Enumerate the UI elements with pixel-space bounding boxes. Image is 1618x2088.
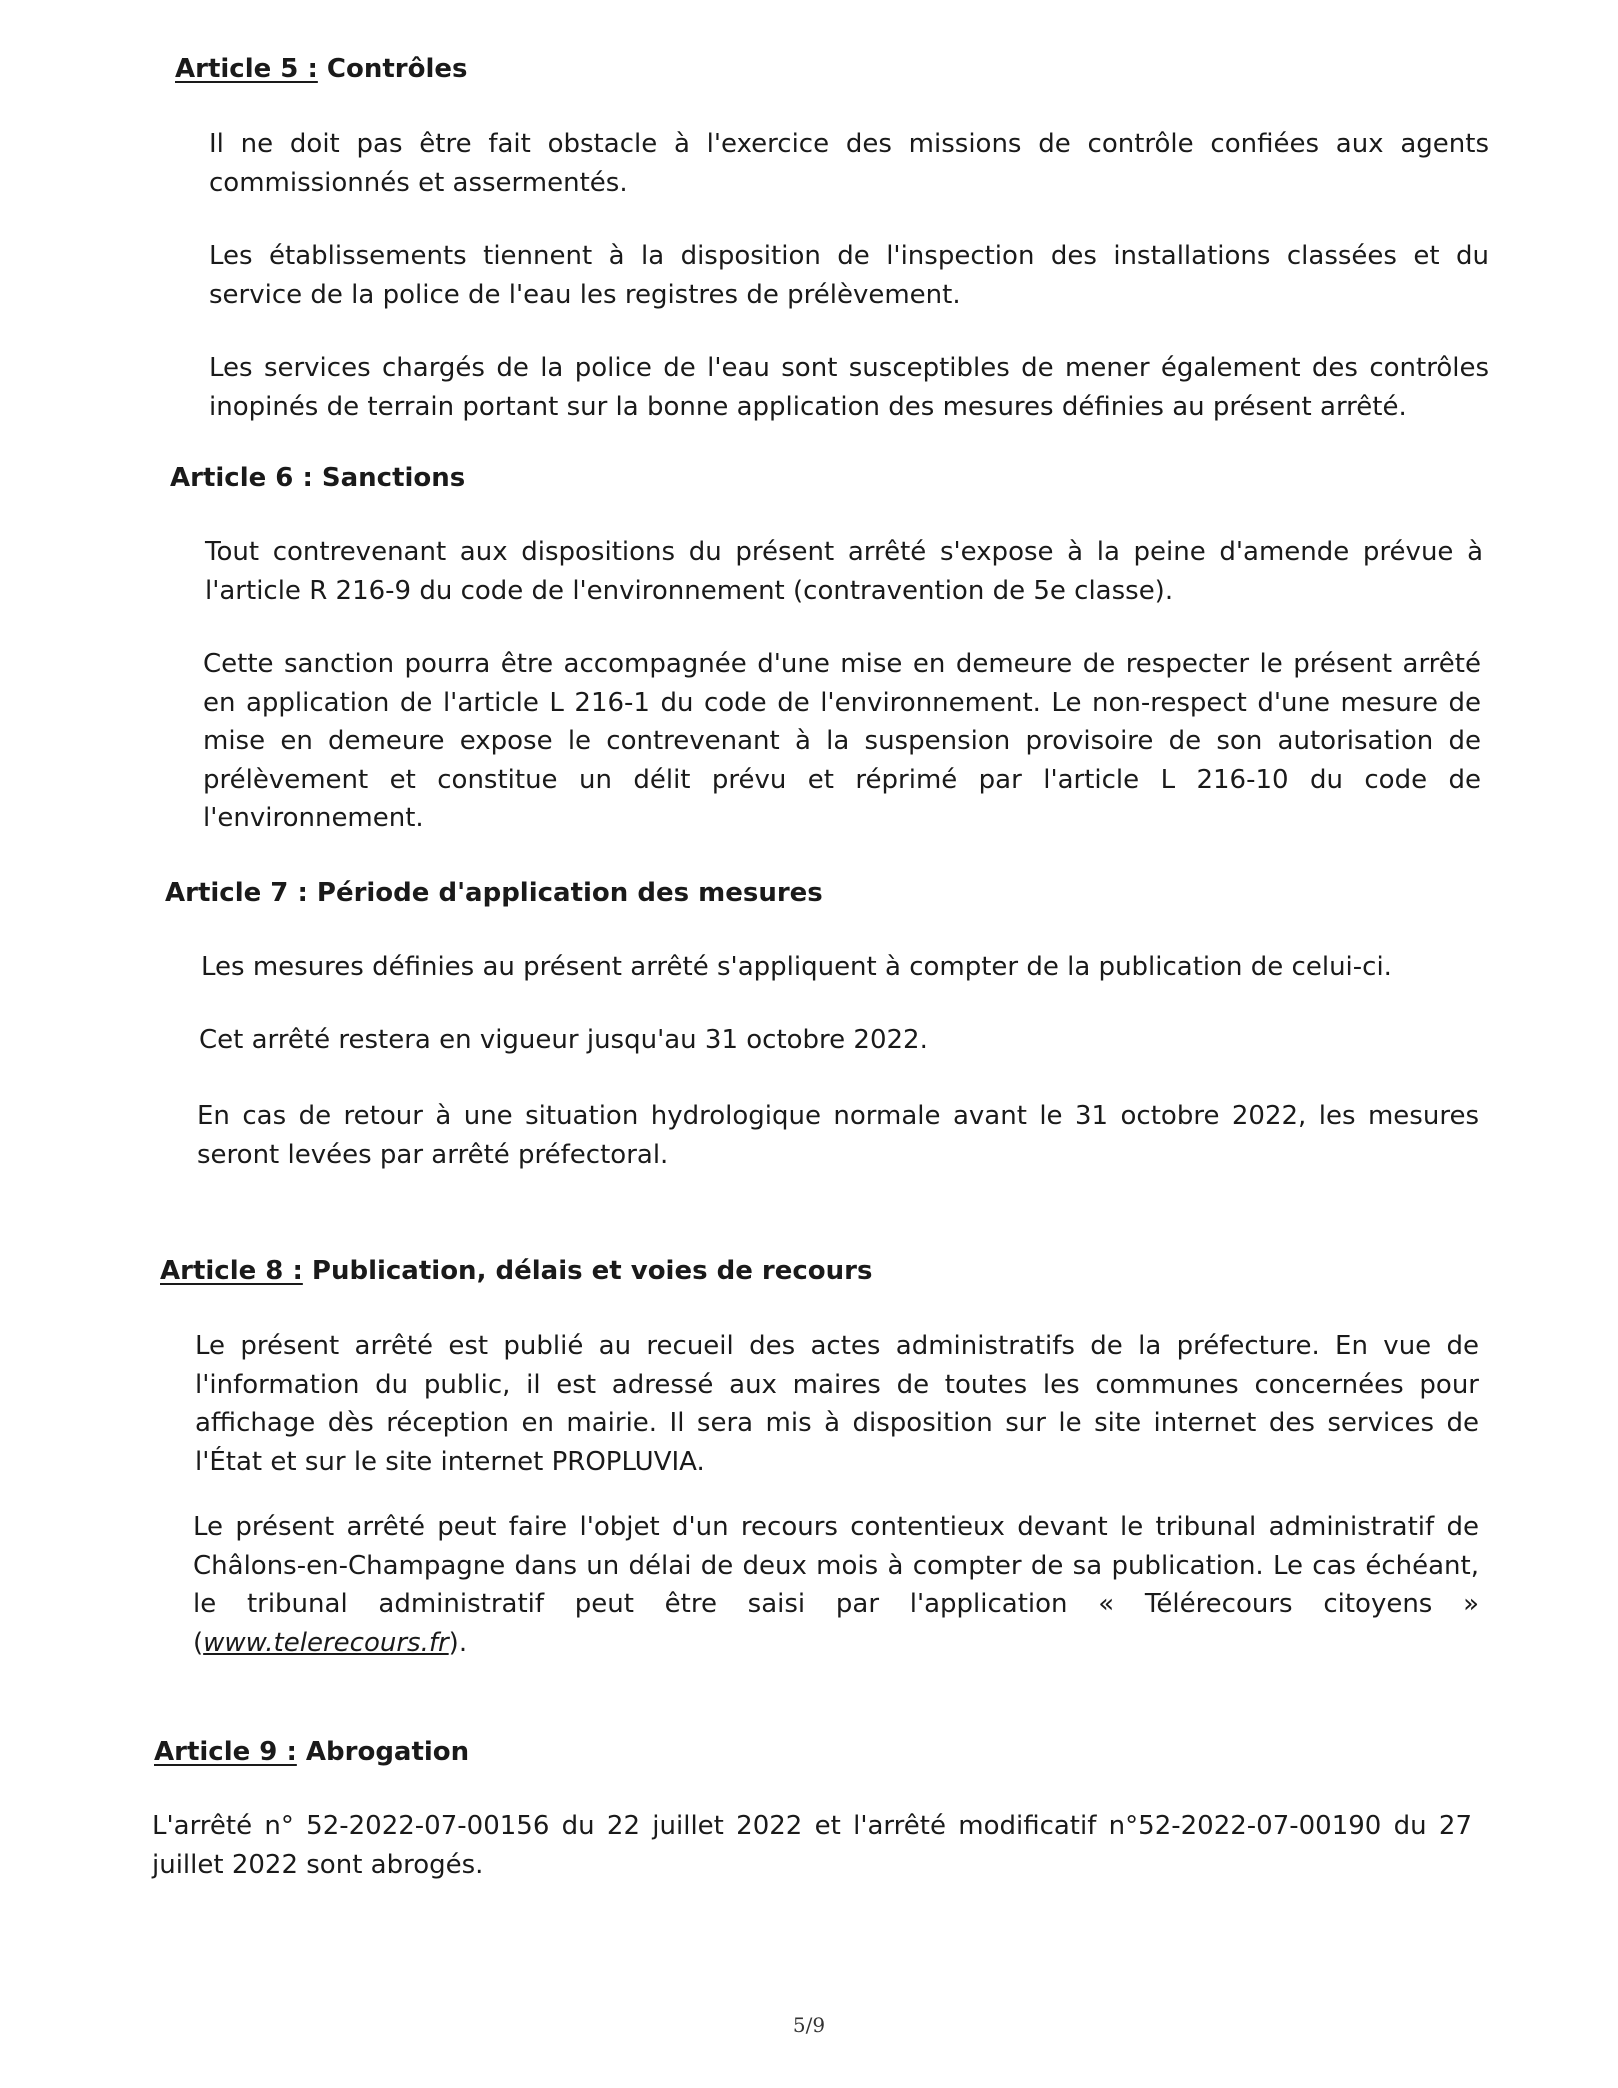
- page-number: 5/9: [792, 2013, 826, 2037]
- article-5-paragraph-2: Les établissements tiennent à la disposition de l'inspection des installations classées et du service de la police de l'eau les registres de prélèvement.: [209, 241, 1489, 310]
- article-6-paragraph-2: Cette sanction pourra être accompagnée d'une mise en demeure de respecter le présent arrêté en application de l'article L 216-1 du code de l'environnement. Le non-respect d'une mesure de mise en demeure expose le contrevenant à la suspension provisoire de son autorisation de prélèvement et constitue un délit prévu et réprimé par l'article L 216-10 du code de l'environnement.: [203, 649, 1481, 833]
- telerecours-link[interactable]: www.telerecours.fr: [203, 1627, 449, 1658]
- article-8-paragraph-2-text: Le présent arrêté peut faire l'objet d'un recours contentieux devant le tribunal administratif de Châlons-en-Champagne dans un délai de deux mois à compter de sa publication. Le cas échéant, le tribunal administratif peut être saisi par l'application « Télérecours citoyens » (: [193, 1512, 1479, 1658]
- article-6-paragraph-1: Tout contrevenant aux dispositions du présent arrêté s'expose à la peine d'amende prévue à l'article R 216-9 du code de l'environnement (contravention de 5e classe).: [205, 537, 1483, 606]
- article-9-label: Article 9 :: [154, 1737, 297, 1767]
- article-8-paragraph-2-end: ).: [448, 1627, 468, 1658]
- article-7-paragraph-3: En cas de retour à une situation hydrologique normale avant le 31 octobre 2022, les mesures seront levées par arrêté préfectoral.: [197, 1101, 1479, 1170]
- article-5-title: Contrôles: [317, 54, 468, 84]
- article-9-paragraph-1: L'arrêté n° 52-2022-07-00156 du 22 juillet 2022 et l'arrêté modificatif n°52-2022-07-00190 du 27 juillet 2022 sont abrogés.: [152, 1811, 1472, 1880]
- article-5-label: Article 5 :: [175, 54, 318, 84]
- article-8-title: Publication, délais et voies de recours: [302, 1256, 873, 1286]
- article-8-paragraph-1: Le présent arrêté est publié au recueil des actes administratifs de la préfecture. En vue de l'information du public, il est adressé aux maires de toutes les communes concernées pour affichage dès réception en mairie. Il sera mis à disposition sur le site internet des services de l'État et sur le site internet PROPLUVIA.: [195, 1331, 1479, 1477]
- article-5-paragraph-3: Les services chargés de la police de l'eau sont susceptibles de mener également des contrôles inopinés de terrain portant sur la bonne application des mesures définies au présent arrêté.: [209, 353, 1489, 422]
- article-8-paragraph-2: [193, 1508, 1479, 1662]
- article-6-heading: Article 6 : Sanctions: [170, 463, 466, 493]
- article-7-paragraph-1: Les mesures définies au présent arrêté s'appliquent à compter de la publication de celui-ci.: [201, 952, 1392, 982]
- article-7-paragraph-2: Cet arrêté restera en vigueur jusqu'au 31 octobre 2022.: [199, 1025, 928, 1055]
- article-9-title: Abrogation: [296, 1737, 470, 1767]
- article-9-heading: [154, 1735, 469, 1769]
- article-8-heading: [160, 1254, 872, 1288]
- article-5-paragraph-1: Il ne doit pas être fait obstacle à l'exercice des missions de contrôle confiées aux agents commissionnés et assermentés.: [209, 129, 1489, 198]
- article-5-heading: [175, 52, 467, 86]
- article-8-label: Article 8 :: [160, 1256, 303, 1286]
- article-7-heading: Article 7 : Période d'application des mesures: [165, 878, 823, 908]
